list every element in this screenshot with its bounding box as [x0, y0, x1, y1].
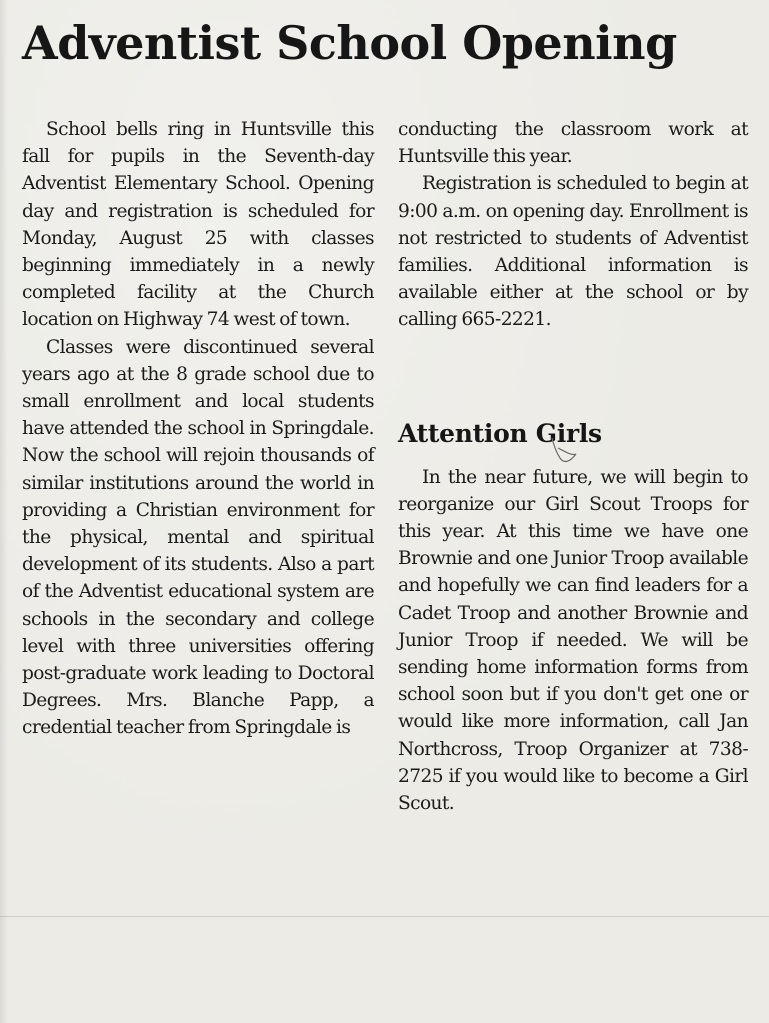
notice-body: In the near future, we will begin to reorganize our Girl Scout Troops for this year. At this time we have one Brownie and one Junior Troop available and hopefully we can find leaders for a Cadet Troop and another Brownie and Junior Troop if needed. We will be sending home information forms from school soon but if you don't get one or would like more information, call Jan Northcross, Troop Organizer at 738-2725 if you would like to become a Girl Scout.	[398, 466, 748, 815]
paper-edge-shadow	[0, 0, 8, 1023]
article-headline: Adventist School Opening	[22, 16, 677, 70]
paper-fold-line	[0, 916, 769, 917]
article-paragraph-1: School bells ring in Huntsville this fall for pupils in the Seventh-day Adventist Elementary School. Opening day and registration is scheduled for Monday, August 25 with classes beginning immediately in a newly completed facility at the Church location on Highway 74 west of town.	[22, 119, 374, 331]
pen-scribble-mark	[546, 436, 586, 472]
article-paragraph-continued: conducting the classroom work at Huntsville this year.	[398, 119, 748, 168]
article-paragraph-registration: Registration is scheduled to begin at 9:00 a.m. on opening day. Enrollment is not restricted to students of Adventist families. Additional information is available either at the school or by calling 665-2221.	[398, 173, 748, 331]
article-column-left	[22, 116, 374, 742]
notice-subhead: Attention Girls	[398, 418, 602, 448]
article-paragraph-2: Classes were discontinued several years ago at the 8 grade school due to small enrollment and local students have attended the school in Springdale. Now the school will rejoin thousands of similar institutions around the world in providing a Christian environment for the physical, mental and spiritual development of its students. Also a part of the Adventist educational system are schools in the secondary and college level with three universities offering post-graduate work leading to Doctoral Degrees. Mrs. Blanche Papp, a credential teacher from Springdale is	[22, 336, 374, 739]
